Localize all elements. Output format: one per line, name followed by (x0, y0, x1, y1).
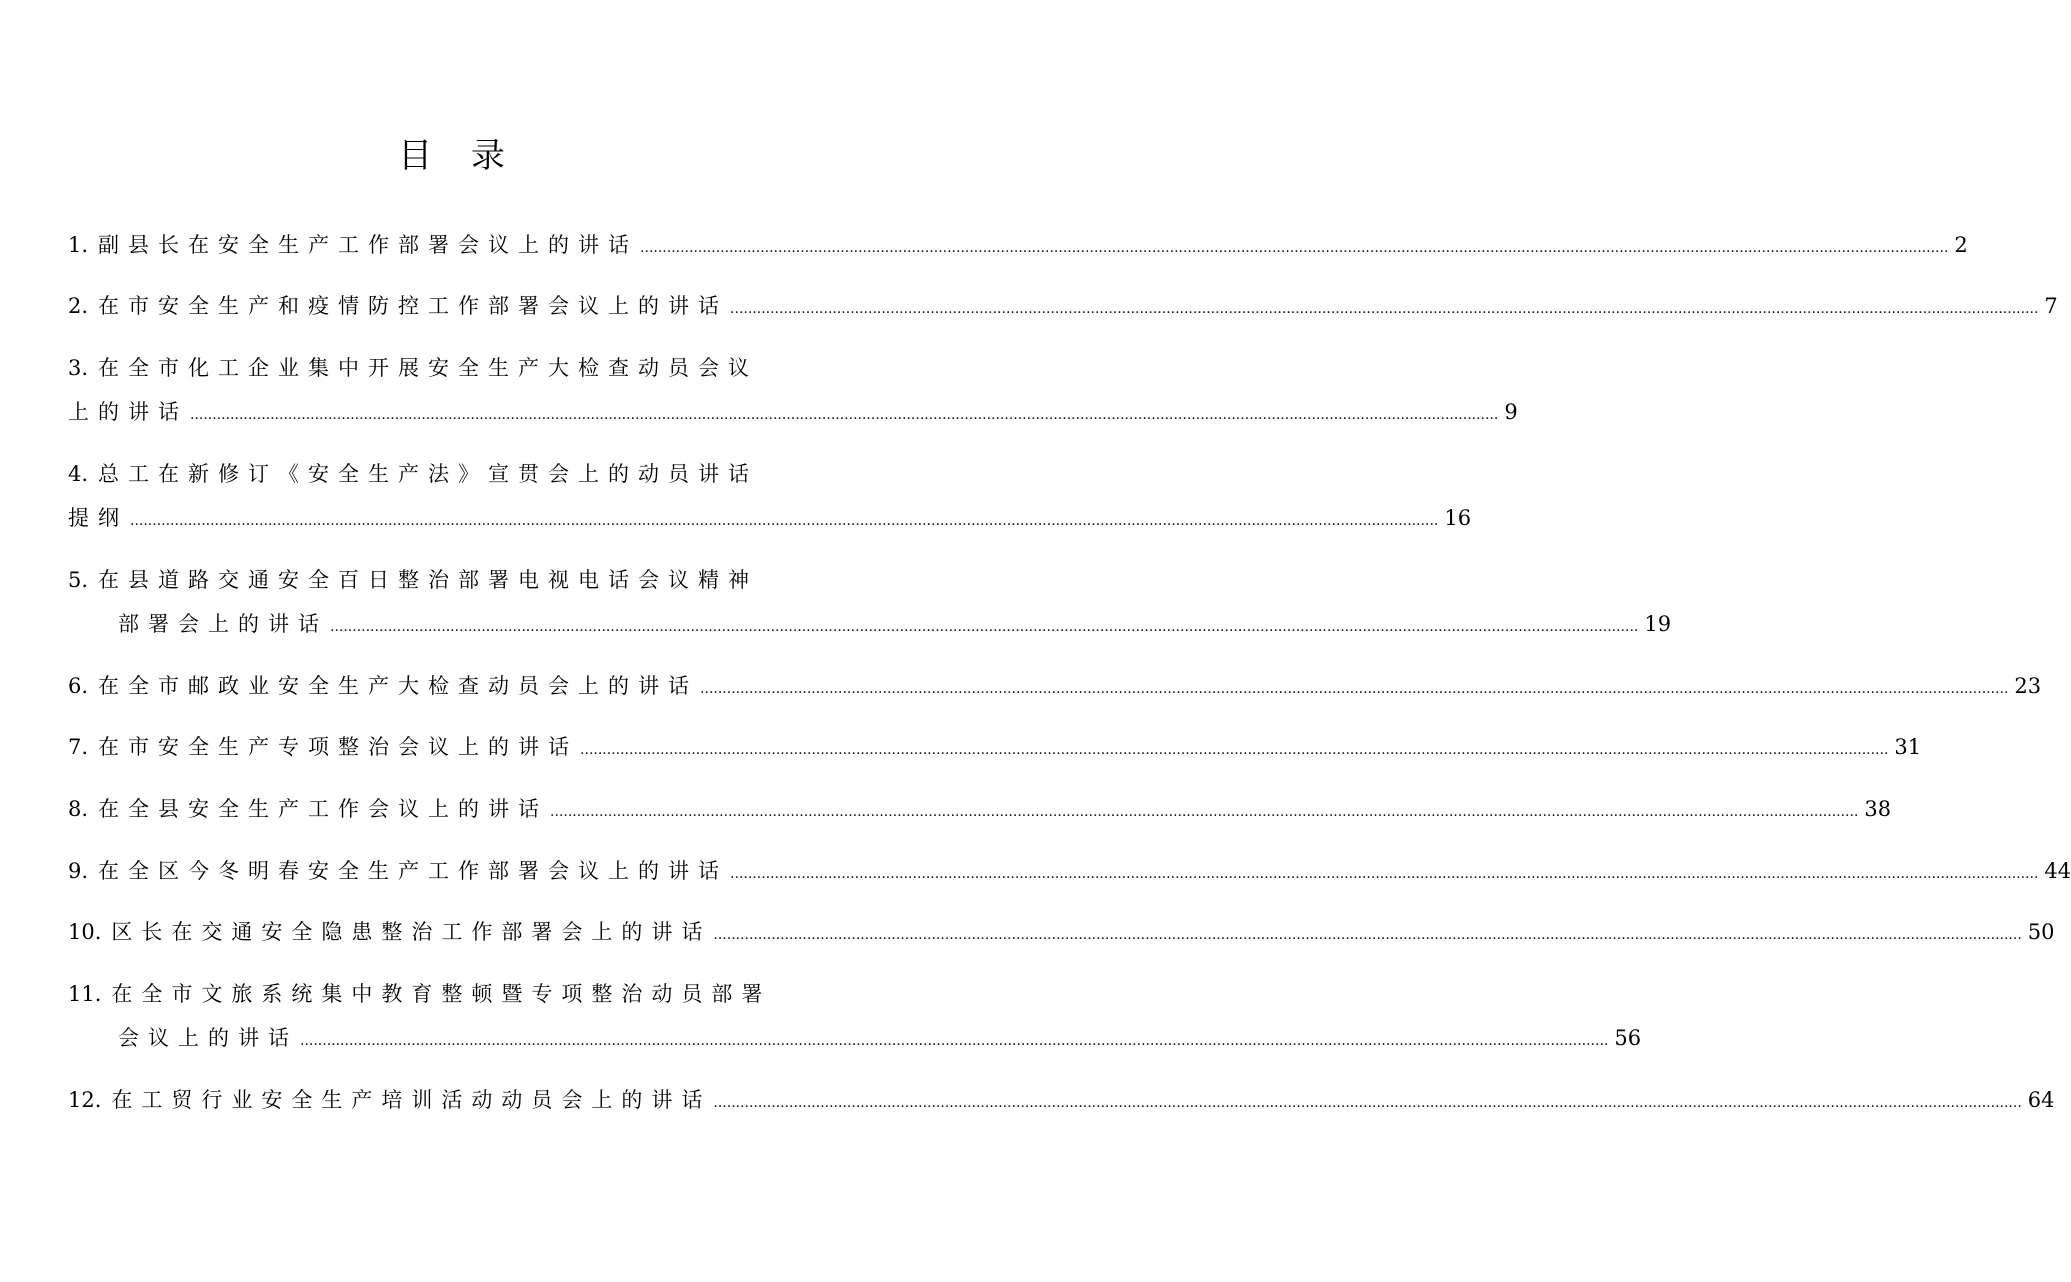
entry-title-cont: 提纲 (68, 506, 128, 530)
dot-leader (640, 232, 1948, 264)
entry-title-cont: 上的讲话 (68, 400, 188, 424)
toc-entry-4[interactable] (68, 458, 834, 490)
toc-entry-5-cont[interactable] (118, 608, 1672, 640)
entry-page: 31 (1894, 735, 1922, 759)
toc-entry-4-cont[interactable] (68, 502, 1472, 534)
toc-entry-9[interactable] (68, 855, 2071, 887)
entry-number: 12. (68, 1088, 102, 1112)
dot-leader (713, 919, 2021, 951)
toc-entry-3-cont[interactable] (68, 396, 1518, 428)
toc-entry-2[interactable] (68, 290, 2058, 322)
entry-page: 38 (1864, 797, 1892, 821)
entry-page: 64 (2027, 1088, 2055, 1112)
toc-entry-7[interactable] (68, 731, 1922, 763)
entry-page: 16 (1444, 506, 1472, 530)
dot-leader (730, 293, 2038, 325)
entry-number: 1. (68, 233, 89, 257)
dot-leader (730, 858, 2038, 890)
entry-title: 在全区今冬明春安全生产工作部署会议上的讲话 (98, 859, 729, 883)
entry-title: 在全市邮政业安全生产大检查动员会上的讲话 (98, 674, 699, 698)
toc-entry-1[interactable] (68, 229, 1968, 261)
entry-number: 2. (68, 294, 89, 318)
entry-page: 56 (1614, 1026, 1642, 1050)
entry-title: 区长在交通安全隐患整治工作部署会上的讲话 (111, 920, 712, 944)
entry-number: 9. (68, 859, 89, 883)
entry-title: 总工在新修订《安全生产法》宣贯会上的动员讲话 (98, 462, 759, 486)
toc-entry-10[interactable] (68, 916, 2055, 948)
entry-page: 2 (1954, 233, 1968, 257)
entry-page: 19 (1644, 612, 1672, 636)
dot-leader (580, 734, 1888, 766)
entry-number: 7. (68, 735, 89, 759)
dot-leader (330, 611, 1638, 643)
toc-entry-12[interactable] (68, 1084, 2055, 1116)
entry-number: 4. (68, 462, 89, 486)
toc-entry-8[interactable] (68, 793, 1892, 825)
entry-title: 在工贸行业安全生产培训活动动员会上的讲话 (111, 1088, 712, 1112)
entry-number: 8. (68, 797, 89, 821)
toc-entry-11[interactable] (68, 978, 834, 1010)
entry-number: 5. (68, 568, 89, 592)
entry-title: 副县长在安全生产工作部署会议上的讲话 (98, 233, 639, 257)
entry-page: 23 (2014, 674, 2042, 698)
dot-leader (300, 1025, 1608, 1057)
dot-leader (190, 399, 1498, 431)
toc-entry-6[interactable] (68, 670, 2042, 702)
dot-leader (700, 673, 2008, 705)
entry-number: 3. (68, 356, 89, 380)
entry-number: 11. (68, 982, 102, 1006)
dot-leader (713, 1087, 2021, 1119)
entry-number: 10. (68, 920, 102, 944)
entry-number: 6. (68, 674, 89, 698)
entry-title: 在全市化工企业集中开展安全生产大检查动员会议 (98, 356, 759, 380)
entry-title: 在市安全生产专项整治会议上的讲话 (98, 735, 579, 759)
entry-title: 在全县安全生产工作会议上的讲话 (98, 797, 549, 821)
entry-title: 在县道路交通安全百日整治部署电视电话会议精神 (98, 568, 759, 592)
entry-page: 7 (2044, 294, 2058, 318)
entry-title-cont: 会议上的讲话 (118, 1026, 298, 1050)
entry-title: 在市安全生产和疫情防控工作部署会议上的讲话 (98, 294, 729, 318)
entry-title: 在全市文旅系统集中教育整顿暨专项整治动员部署 (111, 982, 772, 1006)
toc-entry-5[interactable] (68, 564, 834, 596)
entry-page: 50 (2027, 920, 2055, 944)
page-title: 目 录 (398, 136, 507, 176)
dot-leader (550, 796, 1858, 828)
entry-page: 9 (1504, 400, 1518, 424)
dot-leader (130, 505, 1438, 537)
entry-title-cont: 部署会上的讲话 (118, 612, 328, 636)
toc-entry-3[interactable] (68, 352, 834, 384)
toc-entry-11-cont[interactable] (118, 1022, 1642, 1054)
entry-page: 44 (2044, 859, 2071, 883)
